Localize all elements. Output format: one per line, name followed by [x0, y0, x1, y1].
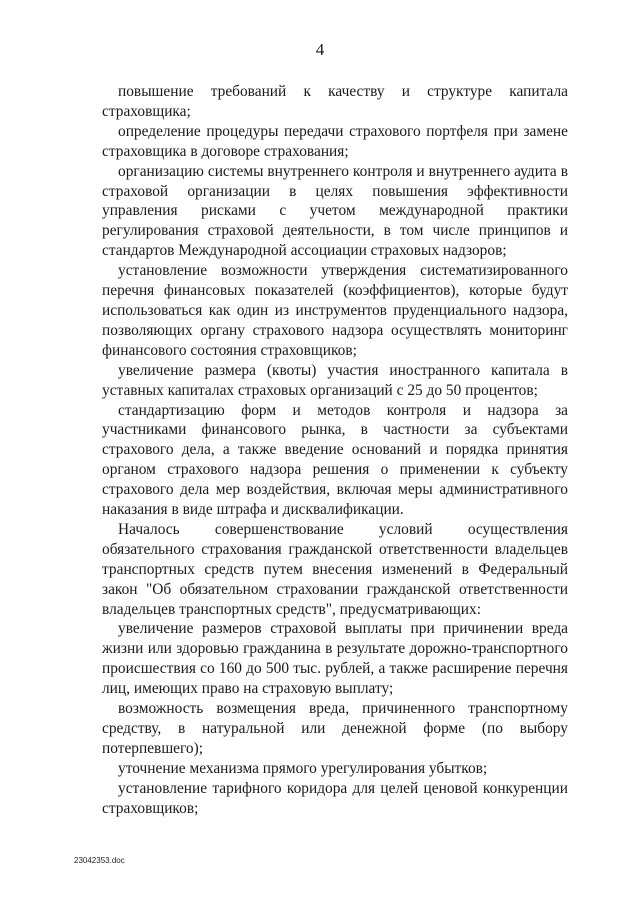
paragraph: установление возможности утверждения систематизированного перечня финансовых показателей (коэффициентов), которые будут использоваться как один из инструментов пруденциального надзора, позволяющих органу страхового надзора осуществлять мониторинг финансового состояния страховщиков;	[102, 262, 568, 359]
paragraph: Началось совершенствование условий осуществления обязательного страхования гражданской ответственности владельцев транспортных средств путем внесения изменений в Федеральный закон "Об обязательном страховании гражданской ответственности владельцев транспортных средств", предусматривающих:	[102, 520, 568, 618]
paragraph: повышение требований к качеству и структуре капитала страховщика;	[102, 83, 568, 120]
document-body	[102, 82, 568, 819]
paragraph: установление тарифного коридора для целей ценовой конкуренции страховщиков;	[102, 779, 568, 817]
paragraph: организацию системы внутреннего контроля и внутреннего аудита в страховой организации в целях повышения эффективности управления рисками с учетом международной практики регулирования страховой деятельности, в том числе принципов и стандартов Международной ассоциации страховых надзоров;	[102, 162, 568, 260]
page-number: 4	[315, 40, 325, 59]
paragraph: увеличение размера (квоты) участия иностранного капитала в уставных капиталах страховых организаций с 25 до 50 процентов;	[102, 361, 568, 399]
paragraph: увеличение размеров страховой выплаты при причинении вреда жизни или здоровью гражданина в результате дорожно-транспортного происшествия со 160 до 500 тыс. рублей, а также расширение перечня лиц, имеющих право на страховую выплату;	[102, 620, 568, 698]
footer-filename: 23042353.doc	[74, 856, 125, 865]
paragraph: стандартизацию форм и методов контроля и надзора за участниками финансового рынка, в частности за субъектами страхового дела, а также введение оснований и порядка принятия органом страхового надзора решения о применении к субъекту страхового дела мер воздействия, включая меры административного наказания в виде штрафа и дисквалификации.	[102, 401, 568, 519]
paragraph: возможность возмещения вреда, причиненного транспортному средству, в натуральной или денежной форме (по выбору потерпевшего);	[102, 700, 568, 757]
paragraph: определение процедуры передачи страхового портфеля при замене страховщика в договоре страхования;	[102, 122, 568, 160]
paragraph: уточнение механизма прямого урегулирования убытков;	[118, 759, 488, 777]
